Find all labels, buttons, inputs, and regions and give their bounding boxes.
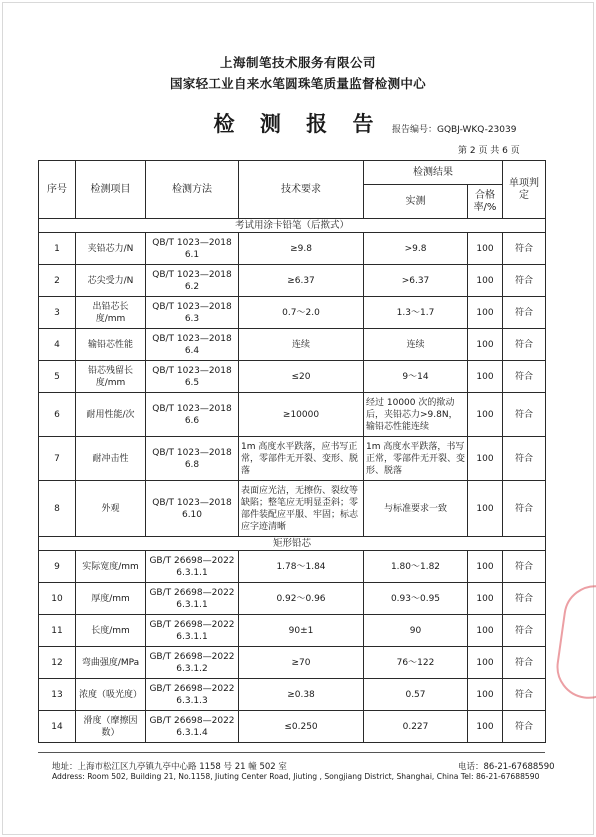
cell-pass-rate: 100 <box>468 329 503 361</box>
method-standard: QB/T 1023—2018 <box>152 403 232 414</box>
col-header-method: 检测方法 <box>146 161 239 219</box>
cell-no: 3 <box>39 297 76 329</box>
cell-no: 9 <box>39 551 76 583</box>
section-header-2: 矩形铅芯 <box>39 537 546 551</box>
cell-no: 11 <box>39 615 76 647</box>
method-standard: QB/T 1023—2018 <box>152 237 232 248</box>
footer-divider <box>38 752 545 753</box>
method-standard: GB/T 26698—2022 <box>149 683 235 694</box>
cell-item: 外观 <box>76 481 146 537</box>
cell-item: 弯曲强度/MPa <box>76 647 146 679</box>
footer-tel-cn: 电话：86-21-67688590 <box>458 762 555 772</box>
method-standard: QB/T 1023—2018 <box>152 301 232 312</box>
table-row <box>39 393 546 437</box>
cell-judgment: 符合 <box>503 393 546 437</box>
footer-address-en: Address: Room 502, Building 21, No.1158, Jiuting Center Road, Jiuting , Songjiang District, Shanghai, China Tel: 86-21-67688590 <box>52 772 540 781</box>
cell-no: 4 <box>39 329 76 361</box>
cell-requirement: ≤0.250 <box>239 711 364 743</box>
cell-no: 1 <box>39 233 76 265</box>
method-clause: 6.6 <box>184 415 200 426</box>
cell-judgment: 符合 <box>503 265 546 297</box>
cell-requirement: ≥70 <box>239 647 364 679</box>
table-row <box>39 437 546 481</box>
cell-measured: >9.8 <box>364 233 468 265</box>
report-title: 检 测 报 告 <box>213 111 383 136</box>
cell-pass-rate: 100 <box>468 233 503 265</box>
table-row <box>39 647 546 679</box>
cell-requirement: ≥0.38 <box>239 679 364 711</box>
method-standard: QB/T 1023—2018 <box>152 269 232 280</box>
table-row <box>39 615 546 647</box>
method-standard: QB/T 1023—2018 <box>152 333 232 344</box>
cell-requirement: ≥6.37 <box>239 265 364 297</box>
cell-pass-rate: 100 <box>468 437 503 481</box>
cell-measured: 1.80～1.82 <box>364 551 468 583</box>
col-header-item: 检测项目 <box>76 161 146 219</box>
method-clause: 6.3.1.3 <box>176 695 208 706</box>
test-results-table <box>38 160 546 743</box>
cell-requirement: 1.78～1.84 <box>239 551 364 583</box>
cell-requirement: 表面应光洁，无擦伤、裂纹等缺陷；整笔应无明显歪斜；零部件装配应平服、牢固；标志应字迹清晰 <box>239 481 364 537</box>
table-row <box>39 297 546 329</box>
cell-item: 耐用性能/次 <box>76 393 146 437</box>
cell-judgment: 符合 <box>503 583 546 615</box>
method-standard: GB/T 26698—2022 <box>149 555 235 566</box>
cell-pass-rate: 100 <box>468 265 503 297</box>
cell-measured: 90 <box>364 615 468 647</box>
method-standard: QB/T 1023—2018 <box>152 447 232 458</box>
table-row <box>39 481 546 537</box>
cell-judgment: 符合 <box>503 647 546 679</box>
cell-requirement: 连续 <box>239 329 364 361</box>
cell-method <box>146 297 239 329</box>
page-info: 第 2 页 共 6 页 <box>458 146 520 156</box>
cell-no: 5 <box>39 361 76 393</box>
cell-measured: 1m 高度水平跌落，书写正常，零部件无开裂、变形、脱落 <box>364 437 468 481</box>
cell-requirement: ≥10000 <box>239 393 364 437</box>
cell-method <box>146 647 239 679</box>
center-name: 国家轻工业自来水笔圆珠笔质量监督检测中心 <box>169 76 426 91</box>
cell-judgment: 符合 <box>503 437 546 481</box>
cell-measured: 0.227 <box>364 711 468 743</box>
cell-method <box>146 329 239 361</box>
cell-requirement: ≥9.8 <box>239 233 364 265</box>
cell-no: 10 <box>39 583 76 615</box>
table-row <box>39 329 546 361</box>
cell-measured: 连续 <box>364 329 468 361</box>
cell-no: 13 <box>39 679 76 711</box>
cell-no: 14 <box>39 711 76 743</box>
cell-measured: 经过 10000 次的揿动后，夹铅芯力>9.8N，输铅芯性能连续 <box>364 393 468 437</box>
col-header-requirement: 技术要求 <box>239 161 364 219</box>
cell-judgment: 符合 <box>503 297 546 329</box>
cell-measured: 0.93～0.95 <box>364 583 468 615</box>
cell-pass-rate: 100 <box>468 297 503 329</box>
method-standard: GB/T 26698—2022 <box>149 587 235 598</box>
cell-requirement: 0.92～0.96 <box>239 583 364 615</box>
cell-method <box>146 437 239 481</box>
cell-method <box>146 233 239 265</box>
method-standard: GB/T 26698—2022 <box>149 715 235 726</box>
cell-requirement: 0.7～2.0 <box>239 297 364 329</box>
col-header-judgment: 单项判定 <box>503 161 546 219</box>
method-clause: 6.10 <box>181 509 203 520</box>
cell-judgment: 符合 <box>503 481 546 537</box>
cell-pass-rate: 100 <box>468 679 503 711</box>
method-clause: 6.3.1.4 <box>176 727 208 738</box>
col-header-results: 检测结果 <box>364 161 503 185</box>
cell-judgment: 符合 <box>503 711 546 743</box>
method-clause: 6.2 <box>184 281 200 292</box>
cell-method <box>146 551 239 583</box>
method-clause: 6.3.1.1 <box>176 567 208 578</box>
cell-pass-rate: 100 <box>468 647 503 679</box>
table-row <box>39 551 546 583</box>
report-number: 报告编号：GQBJ-WKQ-23039 <box>392 125 517 135</box>
cell-method <box>146 615 239 647</box>
cell-judgment: 符合 <box>503 329 546 361</box>
method-standard: QB/T 1023—2018 <box>152 497 232 508</box>
cell-pass-rate: 100 <box>468 583 503 615</box>
cell-pass-rate: 100 <box>468 481 503 537</box>
cell-measured: 9～14 <box>364 361 468 393</box>
cell-method <box>146 393 239 437</box>
method-clause: 6.3.1.1 <box>176 631 208 642</box>
cell-no: 12 <box>39 647 76 679</box>
cell-measured: 0.57 <box>364 679 468 711</box>
cell-item: 输铅芯性能 <box>76 329 146 361</box>
cell-no: 6 <box>39 393 76 437</box>
cell-pass-rate: 100 <box>468 615 503 647</box>
method-clause: 6.1 <box>184 249 200 260</box>
method-clause: 6.3.1.2 <box>176 663 208 674</box>
cell-no: 2 <box>39 265 76 297</box>
table-row <box>39 679 546 711</box>
footer-address-cn: 地址：上海市松江区九亭镇九亭中心路 1158 号 21 幢 502 室 <box>52 762 287 772</box>
cell-measured: 76～122 <box>364 647 468 679</box>
cell-method <box>146 361 239 393</box>
table-row <box>39 583 546 615</box>
col-header-no: 序号 <box>39 161 76 219</box>
table-row <box>39 711 546 743</box>
cell-requirement: 1m 高度水平跌落，应书写正常，零部件无开裂、变形、脱落 <box>239 437 364 481</box>
cell-item: 芯尖受力/N <box>76 265 146 297</box>
cell-method <box>146 711 239 743</box>
cell-item: 实际宽度/mm <box>76 551 146 583</box>
cell-judgment: 符合 <box>503 679 546 711</box>
org-name: 上海制笔技术服务有限公司 <box>219 55 376 70</box>
method-clause: 6.5 <box>184 377 200 388</box>
cell-item: 耐冲击性 <box>76 437 146 481</box>
method-standard: GB/T 26698—2022 <box>149 651 235 662</box>
cell-no: 8 <box>39 481 76 537</box>
col-header-measured: 实测 <box>364 185 468 219</box>
cell-pass-rate: 100 <box>468 711 503 743</box>
cell-pass-rate: 100 <box>468 361 503 393</box>
cell-measured: 与标准要求一致 <box>364 481 468 537</box>
method-standard: GB/T 26698—2022 <box>149 619 235 630</box>
section-header-1: 考试用涂卡铅笔（后揿式） <box>39 219 546 233</box>
cell-pass-rate: 100 <box>468 551 503 583</box>
method-clause: 6.3 <box>184 313 200 324</box>
cell-method <box>146 265 239 297</box>
method-standard: QB/T 1023—2018 <box>152 365 232 376</box>
cell-no: 7 <box>39 437 76 481</box>
cell-item: 铅芯残留长度/mm <box>76 361 146 393</box>
cell-method <box>146 481 239 537</box>
cell-judgment: 符合 <box>503 551 546 583</box>
method-clause: 6.4 <box>184 345 200 356</box>
cell-method <box>146 583 239 615</box>
cell-judgment: 符合 <box>503 233 546 265</box>
cell-requirement: ≤20 <box>239 361 364 393</box>
cell-method <box>146 679 239 711</box>
table-row <box>39 361 546 393</box>
cell-item: 长度/mm <box>76 615 146 647</box>
cell-requirement: 90±1 <box>239 615 364 647</box>
table-row <box>39 233 546 265</box>
cell-pass-rate: 100 <box>468 393 503 437</box>
cell-item: 厚度/mm <box>76 583 146 615</box>
table-row <box>39 265 546 297</box>
cell-measured: 1.3～1.7 <box>364 297 468 329</box>
method-clause: 6.3.1.1 <box>176 599 208 610</box>
cell-measured: >6.37 <box>364 265 468 297</box>
cell-item: 滑度（摩擦因数） <box>76 711 146 743</box>
cell-judgment: 符合 <box>503 615 546 647</box>
col-header-pass-rate: 合格率/% <box>468 185 503 219</box>
cell-item: 浓度（吸光度） <box>76 679 146 711</box>
method-clause: 6.8 <box>184 459 200 470</box>
cell-judgment: 符合 <box>503 361 546 393</box>
cell-item: 夹铅芯力/N <box>76 233 146 265</box>
cell-item: 出铅芯长度/mm <box>76 297 146 329</box>
